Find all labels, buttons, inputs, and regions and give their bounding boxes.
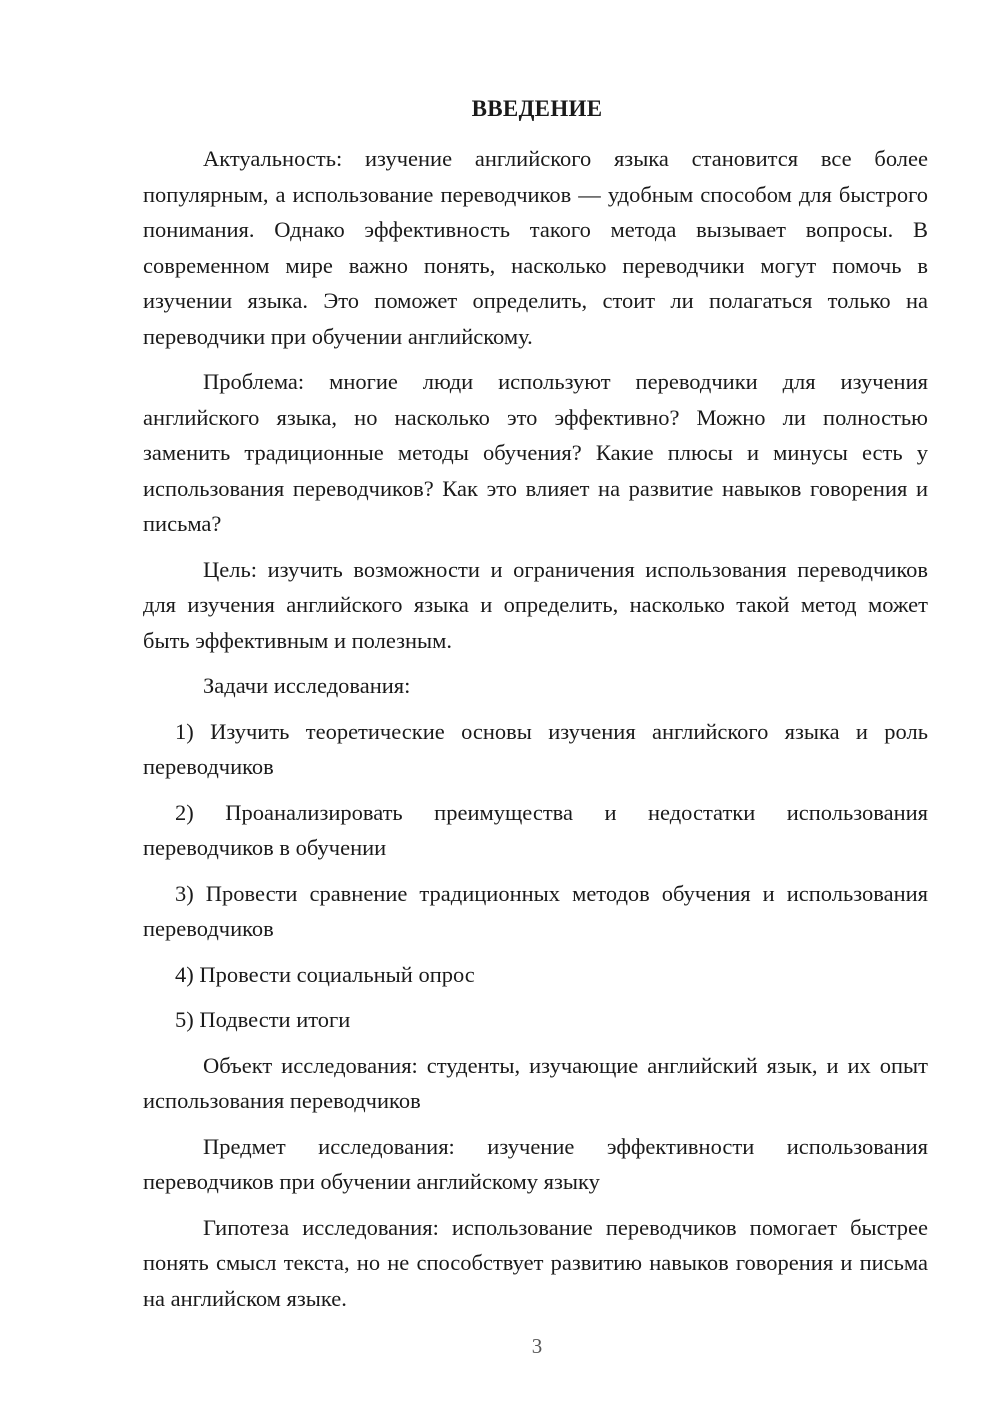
paragraph-problem: Проблема: многие люди используют переводчики для изучения английского языка, но насколько это эффективно? Можно ли полностью заменить традиционные методы обучения? Какие плюсы и минусы есть у использования переводчиков? Как это влияет на развитие навыков говорения и письма? xyxy=(143,369,928,536)
task-item-3: 3) Провести сравнение традиционных методов обучения и использования переводчиков xyxy=(143,880,928,941)
task-item-2: 2) Проанализировать преимущества и недостатки использования переводчиков в обучении xyxy=(143,799,928,860)
paragraph-goal: Цель: изучить возможности и ограничения использования переводчиков для изучения английского языка и определить, насколько такой метод может быть эффективным и полезным. xyxy=(143,556,928,653)
tasks-heading: Задачи исследования: xyxy=(203,673,411,698)
task-item-1: 1) Изучить теоретические основы изучения английского языка и роль переводчиков xyxy=(143,718,928,779)
paragraph-hypothesis: Гипотеза исследования: использование переводчиков помогает быстрее понять смысл текста, но не способствует развитию навыков говорения и письма на английском языке. xyxy=(143,1214,928,1311)
document-body xyxy=(143,141,928,1326)
task-item-5: 5) Подвести итоги xyxy=(175,1007,351,1032)
page-title: ВВЕДЕНИЕ xyxy=(471,96,603,121)
paragraph-actuality: Актуальность: изучение английского языка становится все более популярным, а использование переводчиков — удобным способом для быстрого понимания. Однако эффективность такого метода вызывает вопросы. В современном мире важно понять, насколько переводчики могут помочь в изучении языка. Это поможет определить, стоит ли полагаться только на переводчики при обучении английскому. xyxy=(143,146,928,349)
task-item-4: 4) Провести социальный опрос xyxy=(175,961,475,987)
paragraph-object: Объект исследования: студенты, изучающие английский язык, и их опыт использования переводчиков xyxy=(143,1052,928,1113)
paragraph-subject: Предмет исследования: изучение эффективности использования переводчиков при обучении английскому языку xyxy=(143,1133,928,1194)
page-number: 3 xyxy=(531,1334,543,1358)
